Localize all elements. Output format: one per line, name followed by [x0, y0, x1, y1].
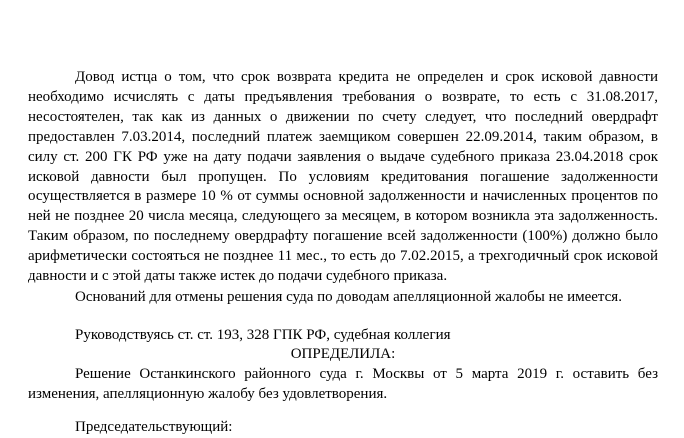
paragraph-decision: Решение Останкинского районного суда г. Москвы от 5 марта 2019 г. оставить без изменения, апелляционную жалобу без удовлетворения. [28, 366, 658, 402]
ruling-heading: ОПРЕДЕЛИЛА: [290, 346, 396, 362]
paragraph-no-grounds: Оснований для отмены решения суда по доводам апелляционной жалобы не имеется. [75, 289, 622, 305]
paragraph-argument: Довод истца о том, что срок возврата кредита не определен и срок исковой давности необходимо исчислять с даты предъявления требования о возврате, то есть с 31.08.2017, несостоятелен, так как из данных о движении по счету следует, что последний овердрафт предоставлен 7.03.2014, последний платеж заемщиком совершен 22.09.2014, таким образом, в силу ст. 200 ГК РФ уже на дату подачи заявления о выдаче судебного приказа 23.04.2018 срок исковой давности был пропущен. По условиям кредитования погашение задолженности осуществляется в размере 10 % от суммы основной задолженности и начисленных процентов по ней не позднее 20 числа месяца, следующего за месяцем, в котором возникла эта задолженность. Таким образом, по последнему овердрафту погашение всей задолженности (100%) должно было арифметически состояться не позднее 11 мес., то есть до 7.02.2015, а трехгодичный срок исковой давности и с этой даты также истек до подачи судебного приказа. [28, 69, 658, 285]
signature-label: Председательствующий: [75, 419, 233, 435]
paragraph-guided-by: Руководствуясь ст. ст. 193, 328 ГПК РФ, судебная коллегия [75, 327, 451, 343]
